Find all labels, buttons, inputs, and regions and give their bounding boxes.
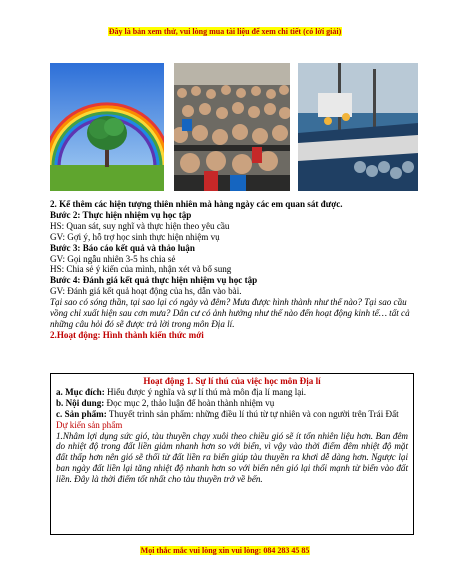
purpose-label: a. Mục đích: (56, 386, 105, 397)
expected-answer: 1.Nhâm lợi dụng sức gió, tàu thuyền chạy xuôi theo chiều gió sẽ ít tốn nhiên liệu hơn. Ban đêm do nhiệt độ trong đất liền giảm nhanh hơn so với biển, vì vậy vào thời điểm đêm nhiệt độ mặt đất thấp hơn nên gió sẽ thổi từ đất liền ra biển giúp tàu thuyền ra khơi dễ dàng hơn. Ngược lại ban ngày đất liền lại tăng nhiệt độ nhanh hơn so với biển nên gió lại thổi mạnh từ biển vào đất liền. Đây là thời điểm tốt nhất cho tàu thuyền trở về bến. (56, 430, 408, 485)
preview-notice: Đây là bản xem thử, vui lòng mua tài liệu để xem chi tiết (có lời giải) (108, 27, 342, 36)
step2-gv: GV: Gợi ý, hỗ trợ học sinh thực hiện nhiệm vụ (50, 231, 220, 242)
section-2-heading: 2.Hoạt động: Hình thành kiến thức mới (50, 329, 204, 340)
step4-gv: GV: Đánh giá kết quả hoạt động của hs, dẫn vào bài. (50, 286, 242, 297)
product-line (56, 409, 408, 420)
step2-hs: HS: Quan sát, suy nghĩ và thực hiện theo yêu cầu (50, 220, 230, 231)
content-text: Đọc mục 2, thảo luận để hoàn thành nhiệm vụ (104, 397, 275, 408)
content-line (56, 398, 408, 409)
step3-hs: HS: Chia sẻ ý kiến của mình, nhận xét và bổ sung (50, 264, 232, 275)
expected-product-label: Dự kiến sản phẩm (56, 419, 123, 430)
crowd-image (174, 63, 290, 191)
lesson-body (50, 199, 410, 341)
purpose-text: Hiểu được ý nghĩa và sự lí thú mà môn địa lí mang lại. (104, 386, 307, 397)
step4-title: Bước 4: Đánh giá kết quả thực hiện nhiệm vụ học tập (50, 275, 258, 286)
purpose-line (56, 387, 408, 398)
question-2: 2. Kể thêm các hiện tượng thiên nhiên mà hàng ngày các em quan sát được. (50, 199, 343, 209)
step3-gv: GV: Gọi ngẫu nhiên 3-5 hs chia sẻ (50, 253, 176, 264)
fishing-boat-image (298, 63, 418, 191)
product-text: Thuyết trình sản phẩm: những điều lí thú từ tự nhiên và con người trên Trái Đất (106, 408, 399, 419)
intro-questions: Tại sao có sóng thần, tại sao lại có ngày và đêm? Mưa được hình thành như thế nào? Tại sao cầu vồng chỉ xuất hiện sau cơn mưa? Dân cư có ảnh hưởng như thế nào đến hoạt động kinh tế… tất cả những câu hỏi đó sẽ được trả lời trong môn Địa lí. (50, 297, 410, 329)
step3-title: Bước 3: Báo cáo kết quả và thảo luận (50, 242, 195, 253)
content-label: b. Nội dung: (56, 397, 105, 408)
step2-title: Bước 2: Thực hiện nhiệm vụ học tập (50, 209, 192, 220)
activity-1-box (50, 373, 414, 535)
product-label: c. Sản phẩm: (56, 408, 107, 419)
illustration-row (50, 63, 418, 191)
rainbow-landscape-image (50, 63, 164, 191)
contact-notice: Mọi thắc mắc vui lòng xin vui lòng: 084 283 45 85 (140, 546, 310, 555)
activity-1-title: Hoạt động 1. Sự lí thú của việc học môn Địa lí (143, 376, 321, 386)
